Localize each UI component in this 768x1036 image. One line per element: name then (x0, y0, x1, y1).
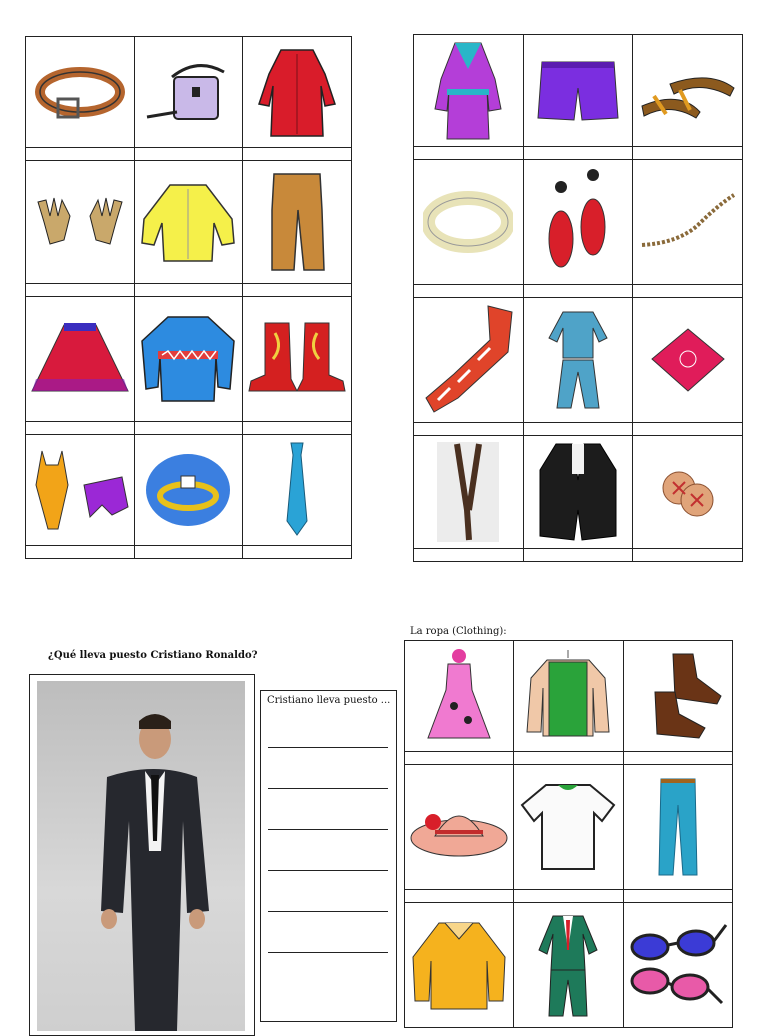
cell-gloves (26, 161, 135, 284)
belt-icon (34, 57, 126, 127)
zipper-icon (433, 440, 503, 544)
cell-sandals (633, 35, 743, 147)
man-in-suit-figure (37, 681, 245, 1031)
clothing-title: La ropa (Clothing): (410, 626, 507, 637)
answer-box (260, 690, 397, 1022)
answer-line[interactable] (268, 788, 388, 789)
necklace-icon (638, 187, 738, 257)
photo-frame (29, 674, 255, 1036)
jacket-icon (523, 648, 613, 744)
cell-pants (243, 161, 352, 284)
cell-tracksuit (523, 298, 633, 423)
coat-icon (251, 44, 343, 140)
vocabulary-grid-2 (413, 34, 743, 562)
hat-icon (407, 792, 511, 862)
skirt-icon (28, 319, 132, 399)
cell-shirt (405, 903, 514, 1028)
cell-tshirt (514, 765, 623, 890)
answer-line[interactable] (268, 829, 388, 830)
cell-earrings (523, 160, 633, 285)
jeans-icon (653, 775, 703, 879)
tshirt-icon (520, 779, 616, 875)
shirt-icon (409, 917, 509, 1013)
earrings-icon (543, 169, 613, 275)
cell-buttons (633, 436, 743, 549)
answer-line[interactable] (268, 911, 388, 912)
cell-blouse (134, 161, 243, 284)
cell-skirt (26, 297, 135, 422)
cristiano-ronaldo-photo (37, 681, 245, 1031)
cell-handkerchief (633, 298, 743, 423)
vest-icon (536, 440, 620, 544)
cell-ring (134, 435, 243, 546)
suit-icon (533, 910, 603, 1020)
tracksuit-icon (543, 308, 613, 412)
cell-hat (405, 765, 514, 890)
cell-sunglasses (623, 903, 732, 1028)
dress-icon (424, 646, 494, 746)
cell-boots (243, 297, 352, 422)
ring-icon (143, 450, 233, 530)
sandals-icon (640, 56, 736, 126)
pants-icon (262, 170, 332, 274)
scarf-icon (418, 302, 518, 418)
cell-vest (523, 436, 633, 549)
answer-line[interactable] (268, 747, 388, 748)
cell-necklace (633, 160, 743, 285)
cell-tie (243, 435, 352, 546)
bathrobe-icon (433, 39, 503, 143)
cell-swimsuit (26, 435, 135, 546)
answer-prompt: Cristiano lleva puesto ... (267, 695, 391, 706)
answer-line[interactable] (268, 870, 388, 871)
cell-jeans (623, 765, 732, 890)
cell-zipper (414, 436, 524, 549)
gloves-icon (30, 192, 130, 252)
cell-sweater (134, 297, 243, 422)
cell-purse (134, 37, 243, 148)
answer-line[interactable] (268, 952, 388, 953)
boots-icon (247, 319, 347, 399)
clothing-grid (404, 640, 733, 1028)
handkerchief-icon (648, 325, 728, 395)
cell-bracelet (414, 160, 524, 285)
shoes-icon (633, 648, 723, 744)
question-title: ¿Qué lleva puesto Cristiano Ronaldo? (48, 650, 258, 661)
tie-icon (277, 441, 317, 539)
buttons-icon (653, 462, 723, 522)
cell-suit (514, 903, 623, 1028)
vocabulary-grid-1 (25, 36, 352, 559)
cell-scarf (414, 298, 524, 423)
cell-belt (26, 37, 135, 148)
swimsuit-icon (28, 445, 132, 535)
cell-dress (405, 641, 514, 752)
sweater-icon (138, 311, 238, 407)
cell-bathrobe (414, 35, 524, 147)
cell-coat (243, 37, 352, 148)
shorts-icon (536, 56, 620, 126)
blouse-icon (136, 179, 240, 265)
cell-shorts (523, 35, 633, 147)
purse-icon (142, 57, 234, 127)
cell-jacket (514, 641, 623, 752)
cell-shoes (623, 641, 732, 752)
bracelet-icon (423, 187, 513, 257)
sunglasses-icon (626, 917, 730, 1013)
